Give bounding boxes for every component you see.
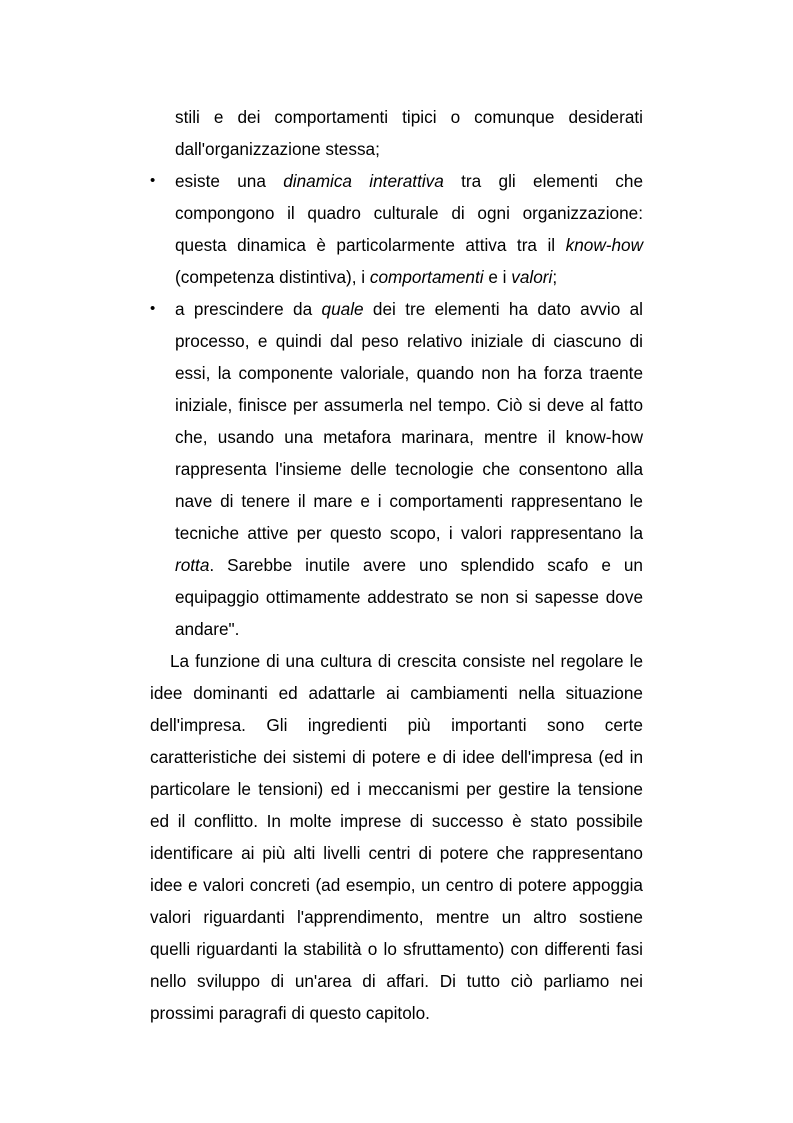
body-paragraph (150, 645, 643, 1029)
text-line: a prescindere da quale dei tre elementi ha dato avvio al (175, 299, 643, 319)
text-line: ed il conflitto. In molte imprese di successo è stato possibile (150, 811, 643, 831)
text-line: che, usando una metafora marinara, mentre il know-how (175, 427, 643, 447)
text-line: iniziale, finisce per assumerla nel tempo. Ciò si deve al fatto (175, 395, 643, 415)
text-line: andare". (175, 619, 240, 639)
text-line: essi, la componente valoriale, quando non ha forza traente (175, 363, 643, 383)
text-line: questa dinamica è particolarmente attiva tra il know-how (175, 235, 643, 255)
bullet-marker: • (150, 300, 156, 317)
text-line: prossimi paragrafi di questo capitolo. (150, 1003, 430, 1023)
emphasis: rotta (175, 555, 210, 575)
text-line: identificare ai più alti livelli centri di potere che rappresentano (150, 843, 643, 863)
emphasis: comportamenti (369, 267, 484, 287)
emphasis: dinamica interattiva (283, 171, 444, 191)
text-line: processo, e quindi dal peso relativo iniziale di ciascuno di (175, 331, 643, 351)
text-line: dall'organizzazione stessa; (175, 139, 380, 159)
emphasis: know-how (565, 235, 643, 255)
text-line: idee e valori concreti (ad esempio, un centro di potere appoggia (150, 875, 643, 895)
text-line: esiste una dinamica interattiva tra gli elementi che (175, 171, 644, 191)
text-line: valori riguardanti l'apprendimento, mentre un altro sostiene (150, 907, 643, 927)
emphasis: valori (511, 267, 553, 287)
document-page (150, 101, 643, 1029)
text-line: compongono il quadro culturale di ogni organizzazione: (175, 203, 643, 223)
text-line: rappresenta l'insieme delle tecnologie che consentono alla (175, 459, 643, 479)
text-line: tecniche attive per questo scopo, i valori rappresentano la (175, 523, 643, 543)
bullet-item (150, 293, 643, 645)
text-line: (competenza distintiva), i comportamenti e i valori; (175, 267, 558, 287)
bullet-marker: • (150, 172, 156, 189)
text-line: equipaggio ottimamente addestrato se non si sapesse dove (175, 587, 643, 607)
text-line: quelli riguardanti la stabilità o lo sfruttamento) con differenti fasi (150, 939, 643, 959)
text-line: caratteristiche dei sistemi di potere e di idee dell'impresa (ed in (150, 747, 643, 767)
emphasis: quale (321, 299, 364, 319)
text-line: stili e dei comportamenti tipici o comunque desiderati (175, 107, 643, 127)
text-line: rotta. Sarebbe inutile avere uno splendido scafo e un (175, 555, 643, 575)
text-line: idee dominanti ed adattarle ai cambiamenti nella situazione (150, 683, 643, 703)
text-line: dell'impresa. Gli ingredienti più importanti sono certe (150, 715, 643, 735)
text-line: particolare le tensioni) ed i meccanismi per gestire la tensione (150, 779, 643, 799)
text-line: nave di tenere il mare e i comportamenti rappresentano le (175, 491, 643, 511)
text-line: nello sviluppo di un'area di affari. Di tutto ciò parliamo nei (150, 971, 643, 991)
text-line: La funzione di una cultura di crescita consiste nel regolare le (170, 651, 643, 671)
bullet-continuation (175, 101, 643, 165)
bullet-item (150, 165, 643, 293)
